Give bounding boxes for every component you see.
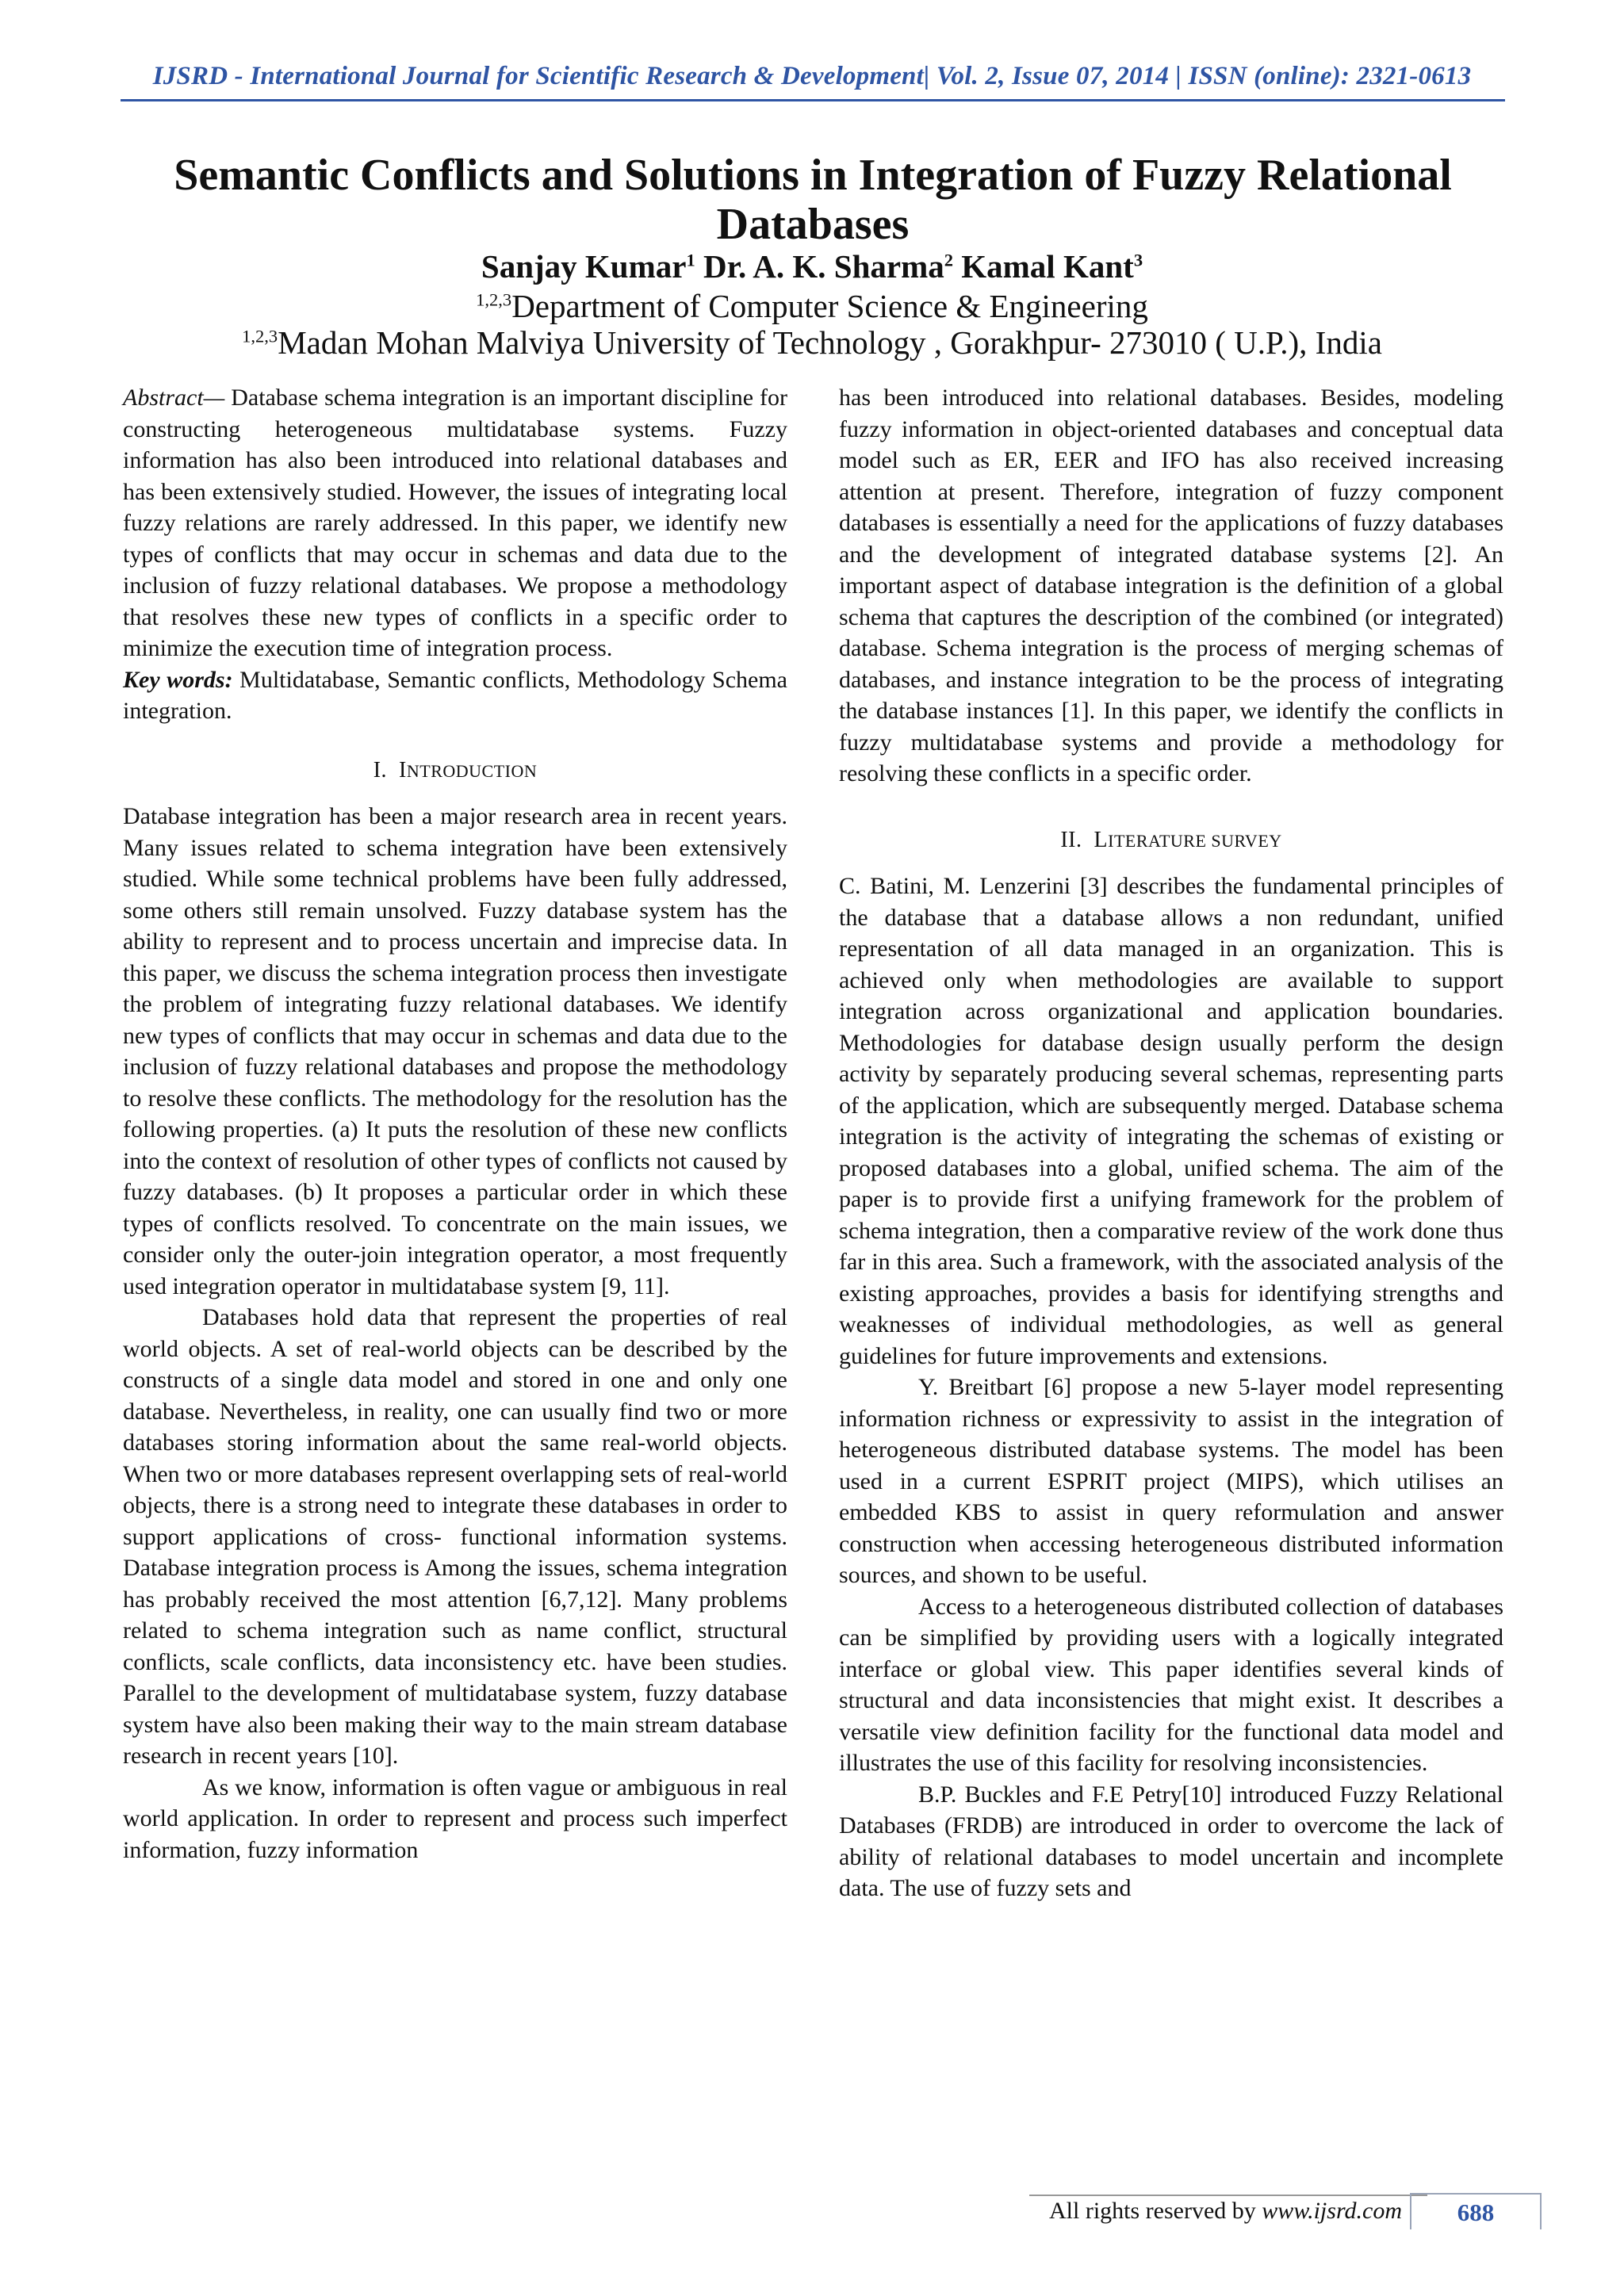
department: Department of Computer Science & Engineering <box>511 288 1148 324</box>
keywords-label: Key words: <box>123 666 233 693</box>
author-line <box>0 247 1624 285</box>
author-name: Sanjay Kumar <box>481 248 687 285</box>
footer-rule <box>1029 2195 1427 2196</box>
body-paragraph: C. Batini, M. Lenzerini [3] describes the fundamental principles of the database that a database allows a non redundant, unified representation of all data managed in an organization. This is achieved only when methodologies are available to support integration across organizational and application boundaries. Methodologies for database design usually perform the design activity by separately producing several schemas, representing parts of the application, which are subsequently merged. Database schema integration is the activity of integrating the schemas of existing or proposed databases into a global, unified schema. The aim of the paper is to provide first a unifying framework for the problem of schema integration, then a comparative review of the work done thus far in this area. Such a framework, with the associated analysis of the existing approaches, provides a basis for identifying strengths and weaknesses of individual methodologies, as well as general guidelines for future improvements and extensions. <box>839 873 1503 1369</box>
keywords-text: Multidatabase, Semantic conflicts, Methodology Schema integration. <box>123 666 787 724</box>
university: Madan Mohan Malviya University of Technology , Gorakhpur- 273010 ( U.P.), India <box>278 324 1382 361</box>
journal-header: IJSRD - International Journal for Scientific Research & Development| Vol. 2, Issue 07, 2014 | ISSN (online): 2321-0613 <box>152 62 1472 90</box>
university-affiliation: 1,2,3 <box>242 326 278 346</box>
abstract-text: Database schema integration is an important discipline for constructing heterogeneous multidatabase systems. Fuzzy information has also been introduced into relational databases and has been extensively studied. However, the issues of integrating local fuzzy relations are rarely addressed. In this paper, we identify new types of conflicts that may occur in schemas and data due to the inclusion of fuzzy relational databases. We propose a methodology that resolves these new types of conflicts in a specific order to minimize the execution time of integration process. <box>123 385 787 661</box>
left-column <box>123 382 787 1866</box>
body-paragraph: B.P. Buckles and F.E Petry[10] introduced Fuzzy Relational Databases (FRDB) are introduced in order to overcome the lack of ability of relational databases to model uncertain and incomplete data. The use of fuzzy sets and <box>839 1781 1503 1901</box>
footer-rights <box>1031 2198 1402 2225</box>
paper-title: Semantic Conflicts and Solutions in Integration of Fuzzy Relational Databases <box>174 151 1452 249</box>
department-line <box>0 287 1624 325</box>
section-number: II. <box>1060 827 1082 852</box>
body-paragraph: has been introduced into relational databases. Besides, modeling fuzzy information in object-oriented databases and conceptual data model such as ER, EER and IFO has also received increasing attention at present. Therefore, integration of fuzzy component databases is essentially a need for the applications of fuzzy databases and the development of integrated database systems [2]. An important aspect of database integration is the definition of a global schema that captures the description of the combined (or integrated) database. Schema integration is the process of merging schemas of databases, and instance integration to be the process of integrating the database instances [1]. In this paper, we identify the conflicts in fuzzy multidatabase systems and provide a methodology for resolving these conflicts in a specific order. <box>839 385 1503 786</box>
keywords <box>123 664 787 727</box>
author-name: Dr. A. K. Sharma <box>703 248 944 285</box>
body-paragraph: Databases hold data that represent the properties of real world objects. A set of real-world objects can be described by the constructs of a single data model and stored in one and only one database. Nevertheless, in reality, one can usually find two or more databases storing information about the same real-world objects. When two or more databases represent overlapping sets of real-world objects, there is a strong need to integrate these databases in order to support applications of cross- functional information systems. Database integration process is Among the issues, schema integration has probably received the most attention [6,7,12]. Many problems related to schema integration such as name conflict, structural conflicts, scale conflicts, data inconsistency etc. have been studies. Parallel to the development of multidatabase system, fuzzy database system have also been making their way to the main stream database research in recent years [10]. <box>123 1304 787 1769</box>
abstract <box>123 382 787 664</box>
section-heading-introduction: I. INTRODUCTION <box>373 757 538 783</box>
header-rule <box>121 99 1505 101</box>
body-paragraph: As we know, information is often vague or ambiguous in real world application. In order to represent and process such imperfect information, fuzzy information <box>123 1774 787 1863</box>
rights-text: All rights reserved by <box>1049 2198 1262 2224</box>
university-line <box>0 323 1624 362</box>
author-affiliation: 3 <box>1133 250 1143 270</box>
body-paragraph: Database integration has been a major research area in recent years. Many issues related to schema integration have been extensively studied. While some technical problems have been fully addressed, some others still remain unsolved. Fuzzy database system has the ability to represent and to process uncertain and imprecise data. In this paper, we discuss the schema integration process then investigate the problem of integrating fuzzy relational databases. We identify new types of conflicts that may occur in schemas and data due to the inclusion of fuzzy relational databases and propose the methodology to resolve these conflicts. The methodology for the resolution has the following properties. (a) It puts the resolution of these new conflicts into the context of resolution of other types of conflicts not caused by fuzzy databases. (b) It proposes a particular order in which these types of conflicts resolved. To concentrate on the main issues, we consider only the outer-join integration operator, a most frequently used integration operator in multidatabase system [9, 11]. <box>123 803 787 1299</box>
author-affiliation: 1 <box>686 250 695 270</box>
abstract-label: Abstract— <box>123 385 225 411</box>
section-heading-literature-survey: II. LITERATURE SURVEY <box>1060 827 1282 852</box>
department-affiliation: 1,2,3 <box>476 289 512 310</box>
body-paragraph: Y. Breitbart [6] propose a new 5-layer model representing information richness or expressivity to assist in the integration of heterogeneous distributed database systems. The model has been used in a current ESPRIT project (MIPS), which utilises an embedded KBS to assist in query reformulation and answer construction when accessing heterogeneous distributed information sources, and shown to be useful. <box>839 1374 1503 1588</box>
body-paragraph: Access to a heterogeneous distributed collection of databases can be simplified by providing users with a logically integrated interface or global view. This paper identifies several kinds of structural and data inconsistencies that might exist. It describes a versatile view definition facility for the functional data model and illustrates the use of this facility for resolving inconsistencies. <box>839 1593 1503 1776</box>
right-column <box>839 382 1503 1904</box>
page-number: 688 <box>1410 2193 1542 2229</box>
section-number: I. <box>373 757 388 783</box>
author-name: Kamal Kant <box>961 248 1134 285</box>
author-affiliation: 2 <box>944 250 954 270</box>
site-link[interactable]: www.ijsrd.com <box>1262 2198 1402 2224</box>
